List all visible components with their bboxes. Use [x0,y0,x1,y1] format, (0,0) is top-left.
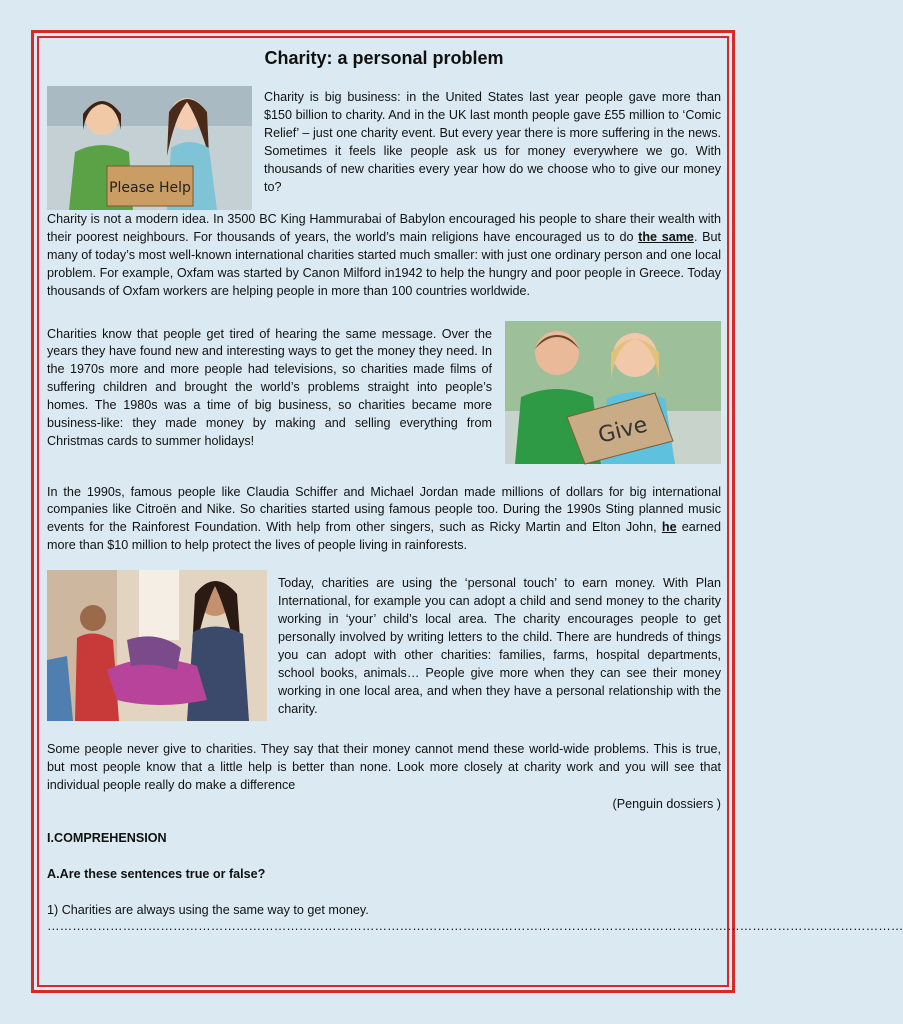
paragraph-4-start: In the 1990s, famous people like Claudia Schiffer and Michael Jordan made millions of dollars for big international companies like Citroën and Nike. So charities started using famous people too. During the 1990s Sting planned music events for the Rainforest Foundation. With help from other singers, such as Ricky Martin and Elton John, [47,484,721,535]
intro-block [47,86,721,210]
paragraph-5: Today, charities are using the ‘personal touch’ to earn money. With Plan International, for example you can adopt a child and send money to the charity working in ‘your’ child’s local area. The charity encourages people to get personally involved by writing letters to the child. There are hundreds of things you can adopt with other charities: families, farms, hospital departments, school books, animals… People give more when they can see their money working in one local area, and when they have a personal relationship with the charity. [278,576,721,716]
girls-please-help-photo [47,86,252,210]
paragraph-2 [47,211,721,301]
paragraph-3: Charities know that people get tired of hearing the same message. Over the years they have found new and interesting ways to get the money they need. In the 1970s more and more people had televisions, so charities made films of suffering children and brought the world’s problems straight into people’s homes. The 1980s was a time of big business, so charities became more business-like: they made money by making and selling everything from Christmas cards to summer holidays! [47,326,492,448]
paragraph-2-end: . But many of today’s most well-known international charities started much smaller: with just one ordinary person and one local problem. For example, Oxfam was started by Canon Milford in1942 to help the hungry and poor people in Greece. Today thousands of Oxfam workers are helping people in more than 100 countries worldwide. [47,229,722,298]
paragraph-4-underlined: he [661,520,677,535]
kids-give-illustration [505,321,721,464]
paragraph-1: Charity is big business: in the United States last year people gave more than $150 billion to charity. And in the UK last month people gave £55 million to ‘Comic Relief’ – just one charity event. But every year there is more suffering in the news. Sometimes it feels like people ask us for money everywhere we go. With thousands of new charities every year how do we choose who to give our money to? [264,90,721,194]
volunteers-illustration [47,570,267,721]
girls-please-help-illustration [47,86,252,210]
volunteers-photo [47,570,267,721]
please-help-sign-text: Please Help [109,180,191,196]
give-sign-text: Give [595,411,651,449]
kids-give-photo [505,321,721,464]
paragraph-4 [47,484,721,556]
history-block [47,321,721,464]
source-citation: (Penguin dossiers ) [612,796,721,811]
section-title: I.COMPREHENSION [47,830,167,845]
page-title: Charity: a personal problem [264,48,504,68]
paragraph-4-end: earned more than $10 million to help protect the lives of people living in rainforests. [47,520,721,553]
paragraph-2-underlined: the same [638,229,694,244]
paragraph-6: Some people never give to charities. They say that their money cannot mend these world-wide problems. This is true, but most people know that a little help is better than none. Look more closely at charity work and you will see that individual people really do make a difference [47,742,721,792]
question-1: 1) Charities are always using the same way to get money. [47,902,369,917]
paragraph-2-start: Charity is not a modern idea. In 3500 BC King Hammurabai of Babylon encouraged his people to share their wealth with their poorest neighbours. For thousands of years, the world’s main religions have encouraged us to do [47,212,721,244]
worksheet-content [47,44,903,933]
answer-line[interactable]: …………………………………………………………………………………………………………………………………………………………………………………… [47,918,903,933]
exercise-title: A.Are these sentences true or false? [47,866,266,881]
personal-touch-block [47,570,721,721]
